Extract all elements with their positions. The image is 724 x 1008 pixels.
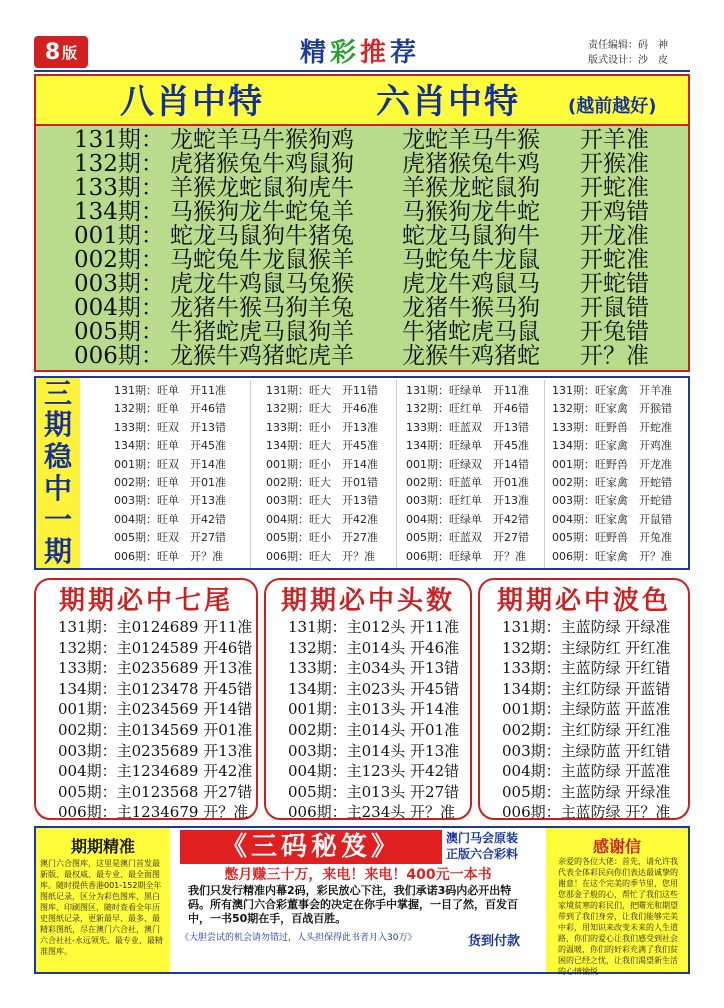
column-divider — [544, 380, 545, 568]
three-period-row: 002期：旺家禽 开蛇错 — [552, 476, 672, 489]
three-period-row: 132期：旺家禽 开猴错 — [552, 402, 672, 416]
page-suffix: 版 — [62, 43, 78, 62]
box-row: 132期：主014头 开46准 — [288, 638, 460, 657]
box-row: 001期：主绿防蓝 开蓝准 — [502, 700, 671, 719]
box-row: 002期：主0134569 开01准 — [58, 721, 253, 739]
box-row: 002期：主红防绿 开红准 — [502, 721, 671, 739]
box-row: 134期：主红防绿 开蓝错 — [502, 679, 671, 698]
title-char-4: 荐 — [390, 38, 421, 68]
six-zodiac-picks: 马蛇兔牛龙鼠 — [402, 247, 540, 273]
cash-on-delivery-label: 货到付款 — [468, 934, 521, 949]
three-period-row: 131期：旺单 开11准 — [114, 384, 226, 397]
three-period-row: 133期：旺小 开13准 — [266, 420, 378, 434]
three-period-row: 001期：旺双 开14准 — [114, 457, 226, 471]
period-label-char: 期 — [43, 535, 72, 569]
zodiac-result: 开羊准 — [580, 127, 649, 153]
box-title: 期期必中波色 — [496, 586, 671, 616]
three-period-row: 133期：旺蓝双 开13错 — [406, 420, 529, 434]
zodiac-period: 134期： — [74, 199, 164, 225]
box-row: 006期：主蓝防绿 开？准 — [502, 803, 671, 822]
box-title: 期期必中七尾 — [58, 586, 233, 616]
zodiac-note: (越前越好) — [568, 96, 657, 117]
page-number: 8 — [44, 39, 61, 65]
box-row: 006期：主234头 开？准 — [288, 803, 456, 822]
six-zodiac-picks: 蛇龙马鼠狗牛 — [402, 223, 540, 249]
three-period-row: 132期：旺红单 开46错 — [406, 402, 529, 416]
three-period-row: 005期：旺小 开27准 — [266, 531, 378, 545]
box-row: 133期：主0235689 开13准 — [58, 659, 253, 678]
six-zodiac-picks: 龙猴牛鸡猪蛇 — [402, 343, 540, 369]
three-period-row: 134期：旺家禽 开鸡准 — [552, 439, 672, 453]
three-period-row: 004期：旺单 开42错 — [114, 512, 226, 526]
three-period-row: 001期：旺野兽 开龙准 — [552, 457, 672, 471]
thank-you-text: 亲爱的各位大佬：首先，请允许我代表全体彩民向你们表达最诚挚的谢意！在这个完美的季节里，您用您那金子般的心，帮忙了我们这些家境贫寒的彩民们，把曙光和期望带到了我们身旁，让我们能够完美中彩，用知识来改变未来的人生道路，你们的爱心让我们感受到社会的温暖，你们的好彩充满了我们贫困的已经之忧，让我们渴望新生活的心情愉悦 — [558, 857, 678, 976]
three-period-row: 004期：旺绿单 开42错 — [406, 512, 529, 526]
period-label-char: 稳 — [43, 440, 72, 474]
three-period-row: 133期：旺双 开13错 — [114, 420, 226, 434]
zodiac-result: 开猴准 — [580, 151, 649, 177]
box-row: 001期：主0234569 开14错 — [58, 700, 253, 719]
book-source-line2: 正版六合彩料 — [446, 847, 519, 861]
zodiac-result: 开蛇准 — [580, 175, 649, 201]
head-number-box — [264, 578, 472, 820]
header-divider — [34, 70, 690, 72]
book-source — [446, 830, 542, 862]
designer-line: 版式设计：沙 皮 — [588, 55, 668, 66]
book-description: 我们只发行精准内幕2码，彩民放心下注，我们承诺3码内必开出特码。所有澳门六合彩董事会的决定在你手中掌握，一目了然，百发百中，一书50期在手，百战百胜。 — [188, 884, 518, 925]
box-row: 132期：主0124589 开46错 — [58, 638, 253, 657]
six-zodiac-picks: 虎龙牛鸡鼠马 — [402, 271, 540, 297]
period-label-char: 期 — [43, 408, 72, 442]
three-period-row: 131期：旺大 开11错 — [266, 384, 378, 397]
box-row: 003期：主绿防蓝 开红错 — [502, 741, 671, 760]
book-footnote: 《大胆尝试的机会请勿错过，人头担保得此书者月入30万》 — [180, 933, 417, 943]
book-title: 《三码秘笈》 — [180, 830, 442, 864]
three-period-row: 131期：旺绿单 开11准 — [406, 384, 529, 397]
box-row: 133期：主034头 开13错 — [288, 659, 460, 678]
title-char-2: 彩 — [329, 38, 360, 68]
six-zodiac-picks: 虎猪猴兔牛鸡 — [402, 151, 540, 177]
zodiac-period: 132期： — [74, 151, 164, 177]
box-row: 133期：主蓝防绿 开红错 — [502, 659, 671, 678]
six-zodiac-picks: 马猴狗龙牛蛇 — [402, 199, 540, 225]
eight-zodiac-heading: 八肖中特 — [120, 82, 264, 122]
six-zodiac-heading: 六肖中特 — [376, 82, 520, 122]
zodiac-result: 开蛇准 — [580, 247, 649, 273]
box-row: 132期：主绿防红 开红准 — [502, 638, 671, 657]
three-period-row: 003期：旺大 开13错 — [266, 494, 378, 508]
zodiac-result: 开蛇错 — [580, 271, 649, 297]
three-period-row: 004期：旺大 开42准 — [266, 512, 378, 526]
box-row: 003期：主0235689 开13准 — [58, 741, 253, 760]
zodiac-period: 004期： — [74, 295, 164, 321]
three-period-row: 131期：旺家禽 开羊准 — [552, 384, 672, 397]
book-slogan: 憋月赚三十万，来电！来电！400元一本书 — [224, 867, 492, 883]
eight-zodiac-picks: 羊猴龙蛇鼠狗虎牛 — [170, 175, 354, 201]
three-period-column — [552, 380, 688, 568]
seven-tail-box — [34, 578, 258, 820]
box-row: 131期：主蓝防绿 开绿准 — [502, 618, 671, 636]
column-divider — [250, 380, 251, 568]
box-row: 131期：主0124689 开11准 — [58, 618, 253, 636]
three-period-row: 006期：旺家禽 开？准 — [552, 549, 672, 563]
three-period-column — [114, 380, 250, 568]
six-zodiac-picks: 龙猪牛猴马狗 — [402, 295, 540, 321]
eight-zodiac-picks: 龙蛇羊马牛猴狗鸡 — [170, 127, 354, 153]
zodiac-result: 开兔错 — [580, 319, 649, 345]
promo-left-title: 期期精准 — [70, 837, 135, 856]
six-zodiac-picks: 羊猴龙蛇鼠狗 — [402, 175, 540, 201]
box-row: 134期：主023头 开45错 — [288, 679, 460, 698]
three-period-row: 002期：旺单 开01准 — [114, 476, 226, 489]
three-period-row: 004期：旺家禽 开鼠错 — [552, 512, 672, 526]
box-row: 004期：主1234689 开42准 — [58, 762, 253, 781]
eight-zodiac-picks: 虎猪猴兔牛鸡鼠狗 — [170, 151, 354, 177]
three-period-row: 005期：旺双 开27错 — [114, 531, 226, 545]
page-title — [200, 36, 520, 70]
three-period-row: 132期：旺大 开46准 — [266, 402, 378, 416]
zodiac-period: 003期： — [74, 271, 164, 297]
promo-left-text: 澳门六合图库，这里是澳门首发最新版、最权威、最专业、最全面图库。随时提供香港001-152期全年图纸记录，区分为彩色图库、黑白图库、印刷图区，随时查看全年历史图纸记录，更新最早、最多、最精彩图纸，尽在澳门六合社，澳门六合社社-永远领先、最专业、最精准图库。 — [40, 859, 163, 956]
eight-zodiac-picks: 龙猪牛猴马狗羊兔 — [170, 295, 354, 321]
six-zodiac-picks: 牛猪蛇虎马鼠 — [402, 319, 540, 345]
box-row: 004期：主蓝防绿 开蓝准 — [502, 762, 671, 781]
zodiac-result: 开鼠错 — [580, 295, 649, 321]
eight-zodiac-picks: 马猴狗龙牛蛇兔羊 — [170, 199, 354, 225]
three-period-row: 001期：旺绿双 开14错 — [406, 457, 529, 471]
six-zodiac-picks: 龙蛇羊马牛猴 — [402, 127, 540, 153]
eight-zodiac-picks: 虎龙牛鸡鼠马兔猴 — [170, 271, 354, 297]
zodiac-period: 005期： — [74, 319, 164, 345]
three-period-row: 003期：旺单 开13准 — [114, 494, 226, 508]
box-row: 006期：主1234679 开？准 — [58, 803, 249, 822]
zodiac-result: 开鸡错 — [580, 199, 649, 225]
box-row: 005期：主013头 开27错 — [288, 782, 460, 801]
eight-zodiac-picks: 牛猪蛇虎马鼠狗羊 — [170, 319, 354, 345]
zodiac-result: 开龙准 — [580, 223, 649, 249]
three-period-row: 134期：旺单 开45准 — [114, 439, 226, 453]
zodiac-rows — [36, 124, 688, 370]
three-period-row: 001期：旺小 开14准 — [266, 457, 378, 471]
three-period-row: 006期：旺单 开？准 — [114, 549, 223, 563]
three-period-row: 134期：旺大 开45准 — [266, 439, 378, 453]
three-period-row: 006期：旺大 开？准 — [266, 549, 375, 563]
editor-line: 责任编辑：码 神 — [588, 40, 668, 51]
box-row: 004期：主123头 开42错 — [288, 762, 460, 781]
period-label-char: 一 — [43, 503, 72, 537]
three-period-row: 134期：旺绿单 开45准 — [406, 439, 529, 453]
box-title: 期期必中头数 — [280, 586, 455, 616]
box-row: 005期：主0123568 开27错 — [58, 782, 253, 801]
title-char-3: 推 — [360, 38, 391, 68]
eight-zodiac-picks: 马蛇兔牛龙鼠猴羊 — [170, 247, 354, 273]
three-period-column — [406, 380, 542, 568]
box-row: 005期：主蓝防绿 开绿准 — [502, 782, 671, 801]
three-period-row: 006期：旺绿单 开？准 — [406, 549, 526, 563]
box-row: 003期：主014头 开13准 — [288, 741, 460, 760]
period-label-char: 中 — [43, 471, 72, 505]
title-char-1: 精 — [299, 38, 330, 68]
thank-you-title: 感谢信 — [592, 837, 641, 856]
page-number-badge — [34, 36, 88, 68]
wave-color-box — [478, 578, 690, 820]
book-source-line1: 澳门马会原装 — [446, 831, 519, 845]
box-row: 131期：主012头 开11准 — [288, 618, 460, 636]
three-period-column — [266, 380, 402, 568]
three-period-label — [36, 378, 80, 568]
zodiac-result: 开？准 — [580, 343, 649, 369]
zodiac-period: 006期： — [74, 343, 164, 369]
zodiac-period: 133期： — [74, 175, 164, 201]
three-period-row: 133期：旺野兽 开蛇准 — [552, 420, 672, 434]
eight-zodiac-picks: 蛇龙马鼠狗牛猪兔 — [170, 223, 354, 249]
editor-credits — [588, 38, 690, 68]
three-period-row: 132期：旺单 开46错 — [114, 402, 226, 416]
zodiac-period: 131期： — [74, 127, 164, 153]
three-period-row: 005期：旺蓝双 开27错 — [406, 531, 529, 545]
eight-zodiac-picks: 龙猴牛鸡猪蛇虎羊 — [170, 343, 354, 369]
box-row: 001期：主013头 开14准 — [288, 700, 460, 719]
period-label-char: 三 — [43, 376, 72, 410]
zodiac-period: 002期： — [74, 247, 164, 273]
three-period-row: 005期：旺野兽 开兔准 — [552, 531, 672, 545]
zodiac-period: 001期： — [74, 223, 164, 249]
three-period-row: 002期：旺大 开01错 — [266, 476, 378, 489]
three-period-row: 002期：旺蓝单 开01准 — [406, 476, 529, 489]
three-period-row: 003期：旺红单 开13准 — [406, 494, 529, 508]
three-period-row: 003期：旺家禽 开蛇错 — [552, 494, 672, 508]
box-row: 134期：主0123478 开45错 — [58, 679, 253, 698]
box-row: 002期：主014头 开01准 — [288, 721, 460, 739]
